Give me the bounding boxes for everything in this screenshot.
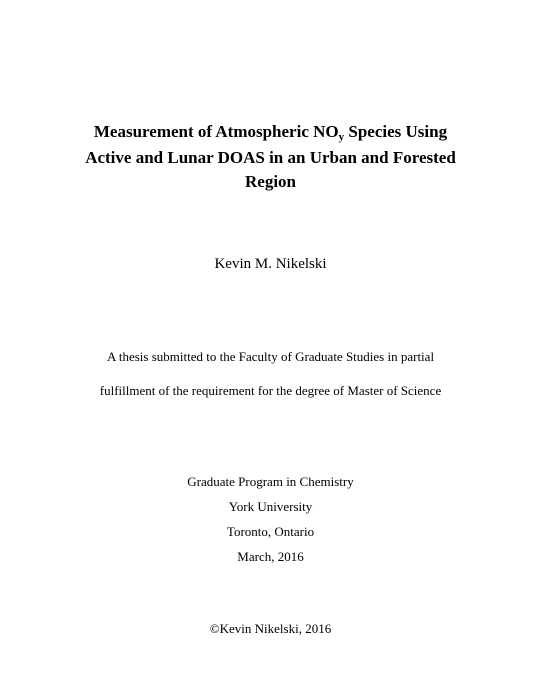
thesis-title-line-3: Region: [245, 172, 296, 191]
author-name: Kevin M. Nikelski: [214, 256, 327, 272]
thesis-title-line-1-start: Measurement of Atmospheric NO: [93, 122, 339, 141]
university-location: Toronto, Ontario: [226, 524, 315, 539]
thesis-title-line-1: [40, 120, 501, 146]
university-name: York University: [228, 499, 313, 514]
submission-date: March, 2016: [237, 549, 304, 564]
copyright-notice: ©Kevin Nikelski, 2016: [209, 621, 332, 636]
thesis-title-line-1-end: Species Using: [344, 122, 448, 141]
thesis-title: [40, 120, 501, 194]
thesis-statement-line-1: A thesis submitted to the Faculty of Graduate Studies in partial: [106, 349, 435, 364]
program-name: Graduate Program in Chemistry: [187, 474, 354, 489]
thesis-title-subscript: y: [338, 131, 345, 143]
thesis-title-line-2: Active and Lunar DOAS in an Urban and Forested: [85, 148, 456, 167]
program-block: [0, 469, 541, 569]
thesis-statement-line-2: fulfillment of the requirement for the degree of Master of Science: [99, 383, 442, 398]
